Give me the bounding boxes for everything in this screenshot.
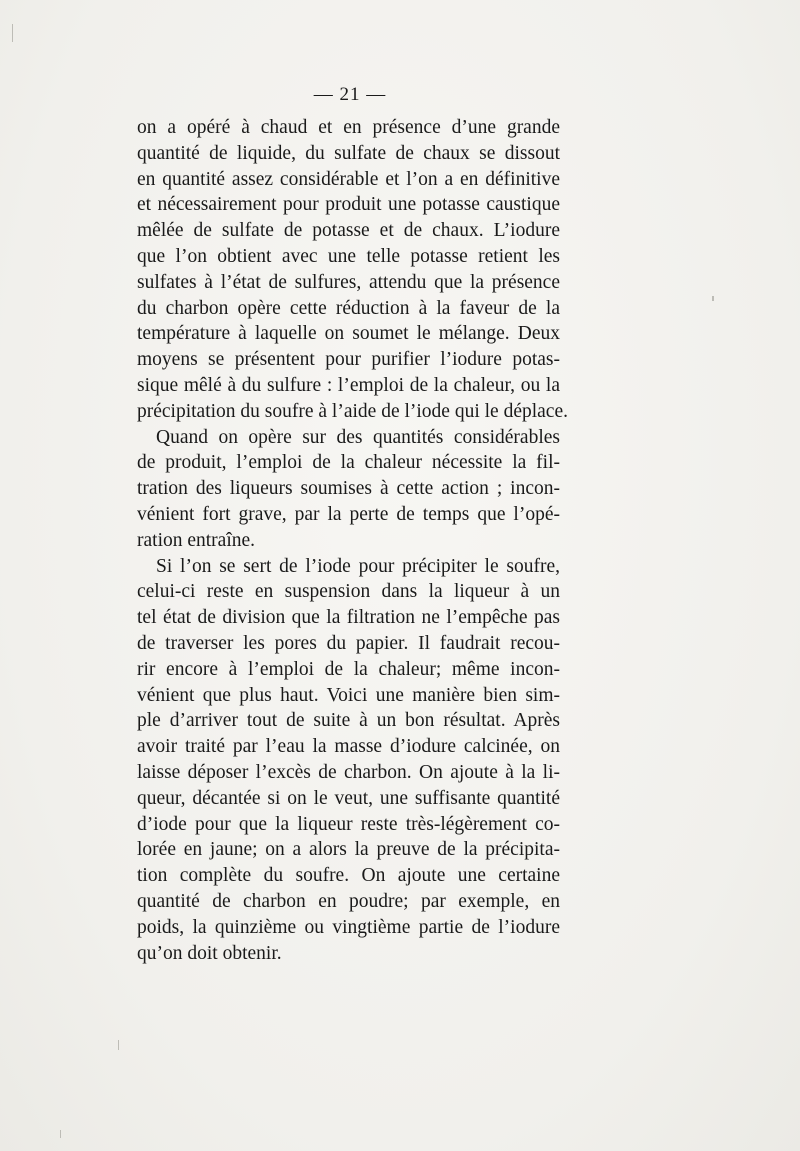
paper-speck <box>712 296 714 301</box>
text-line: celui-ci reste en suspension dans la liqueur à un <box>137 581 560 603</box>
text-line: avoir traité par l’eau la masse d’iodure calcinée, on <box>137 736 560 758</box>
text-line: en quantité assez considérable et l’on a en définitive <box>137 168 560 190</box>
text-line: précipitation du soufre à l’aide de l’iode qui le déplace. <box>137 400 568 422</box>
paper-speck <box>118 1040 119 1050</box>
page-number: — 21 — <box>313 84 387 105</box>
text-line: sique mêlé à du sulfure : l’emploi de la chaleur, ou la <box>137 374 560 396</box>
text-line: vénient fort grave, par la perte de temps que l’opé- <box>137 503 560 525</box>
text-line: de produit, l’emploi de la chaleur nécessite la fil- <box>137 452 560 474</box>
text-line: qu’on doit obtenir. <box>137 942 282 964</box>
text-line: tel état de division que la filtration ne l’empêche pas <box>137 607 560 629</box>
text-line: quantité de liquide, du sulfate de chaux se dissout <box>137 142 560 164</box>
text-line: de traverser les pores du papier. Il faudrait recou- <box>137 632 560 654</box>
text-line: tion complète du soufre. On ajoute une certaine <box>137 865 560 887</box>
text-line: température à laquelle on soumet le mélange. Deux <box>137 323 560 345</box>
text-line: tration des liqueurs soumises à cette action ; incon- <box>137 478 560 500</box>
text-line: que l’on obtient avec une telle potasse retient les <box>137 245 560 267</box>
text-line: et nécessairement pour produit une potasse caustique <box>137 194 560 216</box>
text-line: mêlée de sulfate de potasse et de chaux. L’iodure <box>137 220 560 242</box>
text-line: rir encore à l’emploi de la chaleur; même incon- <box>137 658 560 680</box>
text-line: moyens se présentent pour purifier l’iodure potas- <box>137 349 560 371</box>
paper-speck <box>12 24 13 42</box>
text-line: queur, décantée si on le veut, une suffisante quantité <box>137 787 560 809</box>
text-line: du charbon opère cette réduction à la faveur de la <box>137 297 560 319</box>
text-line: ple d’arriver tout de suite à un bon résultat. Après <box>137 710 560 732</box>
text-line: d’iode pour que la liqueur reste très-légèrement co- <box>137 813 560 835</box>
text-line: on a opéré à chaud et en présence d’une grande <box>137 117 560 138</box>
text-line: vénient que plus haut. Voici une manière bien sim- <box>137 684 560 706</box>
text-line: sulfates à l’état de sulfures, attendu que la présence <box>137 271 560 293</box>
text-line: laisse déposer l’excès de charbon. On ajoute à la li- <box>137 761 560 783</box>
text-line: poids, la quinzième ou vingtième partie de l’iodure <box>137 916 560 938</box>
text-line: Quand on opère sur des quantités considérables <box>156 426 560 448</box>
text-line: ration entraîne. <box>137 529 256 551</box>
text-line: Si l’on se sert de l’iode pour précipiter le soufre, <box>156 555 560 577</box>
text-line: quantité de charbon en poudre; par exemple, en <box>137 890 560 912</box>
paper-speck <box>60 1130 61 1138</box>
body-text <box>137 115 568 966</box>
text-line: lorée en jaune; on a alors la preuve de la précipita- <box>137 839 560 861</box>
